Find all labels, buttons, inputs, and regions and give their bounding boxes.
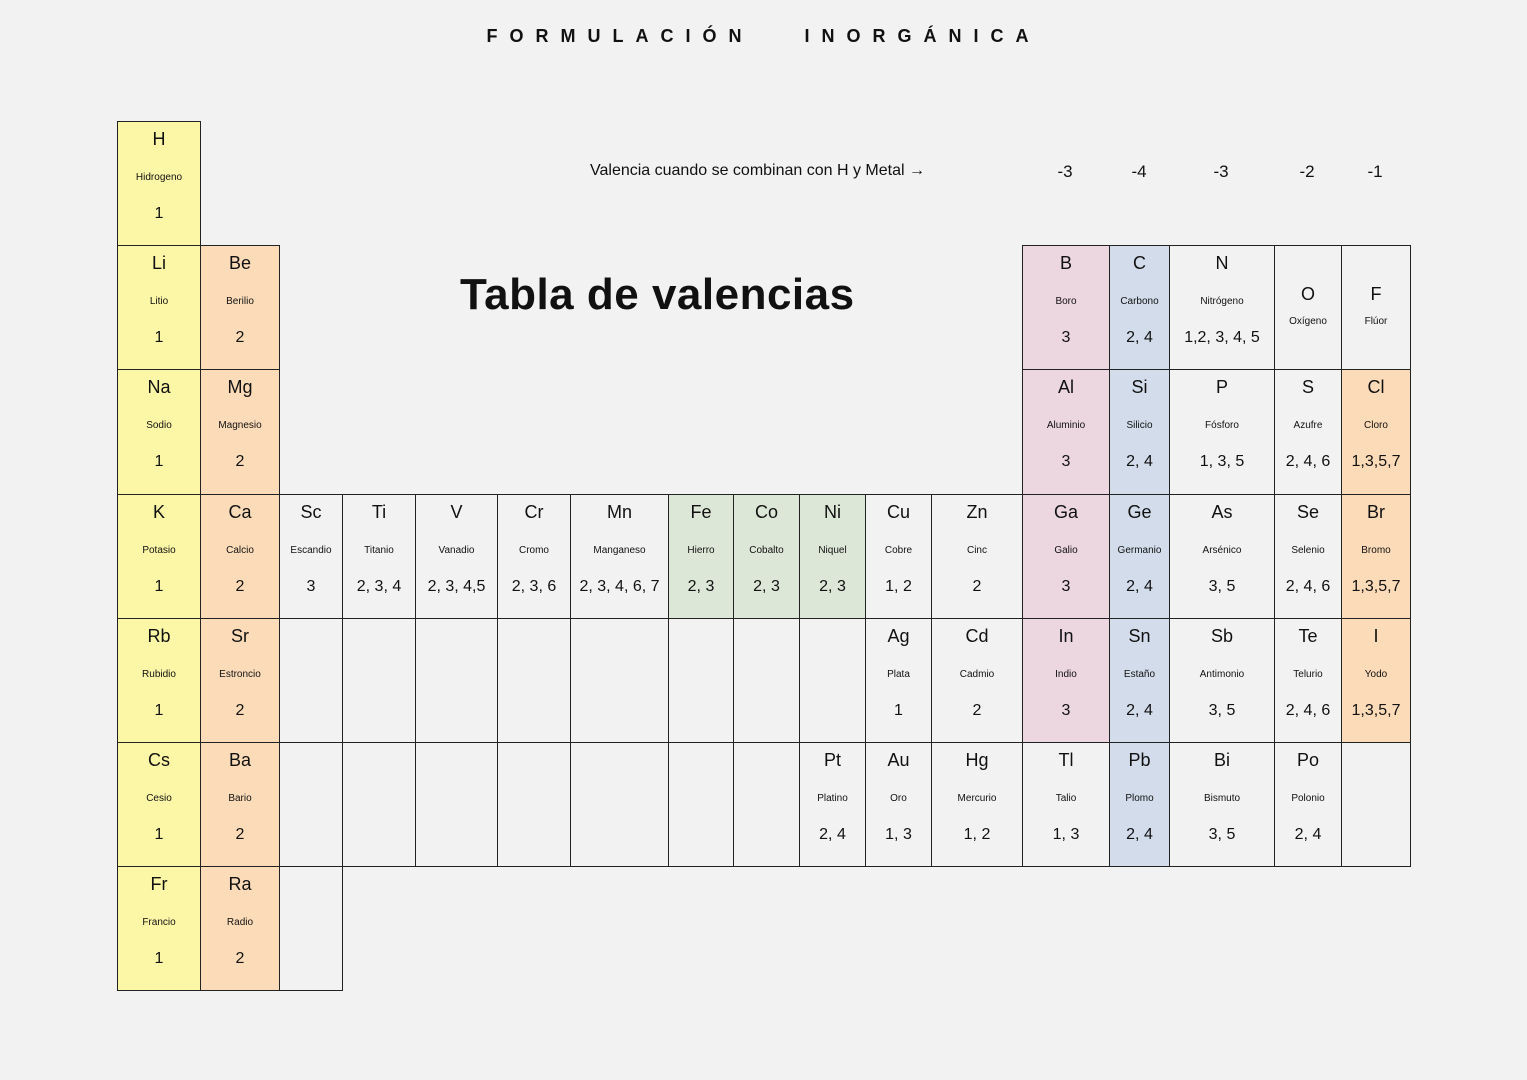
element-cell-empty-6-8 [668, 742, 734, 867]
element-symbol: B [1059, 253, 1072, 273]
element-cell-zn [931, 494, 1023, 619]
element-cell-pt [799, 742, 866, 867]
element-valence: 1 [154, 205, 164, 222]
element-symbol: Sn [1128, 626, 1151, 646]
element-valence: 2 [235, 826, 245, 843]
element-cell-al [1022, 369, 1110, 495]
element-name: Calcio [226, 545, 254, 556]
element-cell-hg [931, 742, 1023, 867]
element-valence: 1, 3 [1052, 826, 1080, 843]
element-name: Bromo [1361, 545, 1391, 556]
element-name: Flúor [1364, 315, 1388, 327]
element-cell-sb [1169, 618, 1275, 743]
element-name: Antimonio [1199, 669, 1245, 680]
element-name: Plomo [1125, 793, 1154, 804]
element-cell-empty-5-9 [733, 618, 800, 743]
element-cell-te [1274, 618, 1342, 743]
hydride-valence-b: -3 [1057, 162, 1073, 181]
element-name: Cinc [966, 545, 987, 556]
element-name: Hidrogeno [135, 172, 183, 183]
element-name: Rubidio [142, 669, 176, 680]
element-name: Mercurio [957, 793, 997, 804]
element-valence: 1 [154, 329, 164, 346]
element-cell-mn [570, 494, 669, 619]
element-cell-bi [1169, 742, 1275, 867]
element-name: Azufre [1293, 420, 1323, 431]
element-valence: 2, 4 [1126, 578, 1153, 595]
element-valence: 2 [235, 453, 245, 470]
element-cell-cr [497, 494, 571, 619]
element-name: Yodo [1364, 669, 1388, 680]
element-cell-f [1341, 245, 1411, 370]
element-symbol: H [152, 129, 166, 149]
element-name: Oro [890, 793, 907, 804]
element-name: Platino [817, 793, 848, 804]
element-cell-v [415, 494, 498, 619]
element-cell-o [1274, 245, 1342, 370]
element-cell-ra [200, 866, 280, 991]
element-cell-in [1022, 618, 1110, 743]
element-cell-pb [1109, 742, 1170, 867]
element-valence: 1,3,5,7 [1351, 453, 1401, 470]
element-cell-empty-5-10 [799, 618, 866, 743]
element-cell-empty-6-9 [733, 742, 800, 867]
element-name: Bismuto [1203, 793, 1241, 804]
element-name: Estroncio [219, 669, 261, 680]
element-cell-empty-5-7 [570, 618, 669, 743]
element-cell-ti [342, 494, 416, 619]
element-symbol: Po [1296, 750, 1320, 770]
element-name: Sodio [146, 420, 172, 431]
element-symbol: Rb [147, 626, 171, 646]
element-symbol: Cr [524, 502, 544, 522]
element-symbol: Pt [823, 750, 841, 770]
element-symbol: Mg [227, 377, 253, 397]
element-valence: 2, 3, 6 [511, 578, 557, 595]
element-valence: 1 [154, 950, 164, 967]
element-name: Estaño [1123, 669, 1156, 680]
element-cell-ga [1022, 494, 1110, 619]
element-cell-cu [865, 494, 932, 619]
element-symbol: Ti [371, 502, 387, 522]
element-valence: 2 [972, 702, 982, 719]
element-symbol: Se [1296, 502, 1320, 522]
element-symbol: P [1215, 377, 1228, 397]
element-valence: 1 [154, 826, 164, 843]
element-name: Selenio [1291, 545, 1325, 556]
element-cell-p [1169, 369, 1275, 495]
valence-note: Valencia cuando se combinan con H y Metal → [590, 162, 925, 179]
hydride-valence-c: -4 [1131, 162, 1147, 181]
element-cell-au [865, 742, 932, 867]
element-valence: 2, 4 [1126, 329, 1153, 346]
element-name: Berilio [226, 296, 254, 307]
element-cell-sc [279, 494, 343, 619]
element-cell-mg [200, 369, 280, 495]
element-symbol: S [1301, 377, 1314, 397]
element-symbol: Al [1057, 377, 1074, 397]
element-valence: 1 [894, 702, 903, 719]
element-symbol: Si [1131, 377, 1148, 397]
element-valence: 1 [154, 578, 164, 595]
element-cell-n [1169, 245, 1275, 370]
element-name: Aluminio [1046, 420, 1086, 431]
element-cell-cl [1341, 369, 1411, 495]
element-name: Plata [887, 669, 910, 680]
element-valence: 2 [972, 578, 982, 595]
element-valence: 1,2, 3, 4, 5 [1184, 329, 1260, 346]
element-valence: 3 [306, 578, 316, 595]
element-valence: 1,3,5,7 [1351, 578, 1401, 595]
element-name: Cloro [1364, 420, 1388, 431]
element-cell-se [1274, 494, 1342, 619]
element-valence: 2, 3, 4 [356, 578, 402, 595]
element-symbol: Ni [824, 502, 841, 522]
element-name: Magnesio [218, 420, 262, 431]
element-cell-sn [1109, 618, 1170, 743]
element-valence: 3 [1061, 329, 1071, 346]
element-valence: 2, 4 [1294, 826, 1322, 843]
element-name: Indio [1055, 669, 1077, 680]
element-symbol: Ag [887, 626, 910, 646]
element-symbol: C [1133, 253, 1146, 273]
element-name: Silicio [1126, 420, 1153, 431]
element-valence: 3, 5 [1208, 702, 1236, 719]
element-valence: 3, 5 [1208, 826, 1236, 843]
element-cell-empty-6-5 [415, 742, 498, 867]
element-name: Boro [1055, 296, 1077, 307]
element-name: Francio [142, 917, 176, 928]
element-name: Nitrógeno [1200, 296, 1244, 307]
element-cell-tl [1022, 742, 1110, 867]
element-symbol: In [1058, 626, 1074, 646]
element-symbol: Fe [690, 502, 712, 522]
hydride-valence-f: -1 [1367, 162, 1383, 181]
element-name: Telurio [1293, 669, 1323, 680]
element-cell-ge [1109, 494, 1170, 619]
element-name: Potasio [142, 545, 176, 556]
element-symbol: F [1370, 283, 1382, 304]
element-valence: 1, 2 [963, 826, 991, 843]
element-name: Talio [1055, 793, 1077, 804]
hydride-valence-o: -2 [1299, 162, 1315, 181]
element-symbol: Sc [300, 502, 322, 522]
element-cell-empty-6-3 [279, 742, 343, 867]
element-cell-li [117, 245, 201, 370]
element-name: Hierro [687, 545, 715, 556]
element-symbol: N [1215, 253, 1229, 273]
element-name: Cobalto [749, 545, 784, 556]
element-symbol: Cs [148, 750, 170, 770]
element-valence: 2 [235, 329, 245, 346]
page-title: Tabla de valencias [460, 270, 855, 319]
element-valence: 1 [154, 702, 164, 719]
element-symbol: Be [228, 253, 252, 273]
element-name: Radio [226, 917, 254, 928]
element-cell-s [1274, 369, 1342, 495]
element-symbol: Cl [1367, 377, 1385, 397]
element-cell-empty-5-3 [279, 618, 343, 743]
element-symbol: Cd [965, 626, 989, 646]
element-symbol: Ge [1127, 502, 1152, 522]
element-cell-cd [931, 618, 1023, 743]
element-symbol: Li [151, 253, 166, 273]
element-valence: 2, 3 [753, 578, 780, 595]
hydride-valence-n: -3 [1213, 162, 1229, 181]
element-valence: 3, 5 [1208, 578, 1236, 595]
element-name: Escandio [290, 545, 332, 556]
element-symbol: I [1373, 626, 1379, 646]
element-name: Galio [1054, 545, 1078, 556]
element-cell-be [200, 245, 280, 370]
element-cell-k [117, 494, 201, 619]
element-symbol: Zn [966, 502, 988, 522]
element-cell-empty-6-17 [1341, 742, 1411, 867]
element-cell-empty-6-4 [342, 742, 416, 867]
element-name: Bario [228, 793, 252, 804]
element-symbol: K [152, 502, 165, 522]
element-cell-c [1109, 245, 1170, 370]
element-valence: 1,3,5,7 [1351, 702, 1401, 719]
element-symbol: As [1211, 502, 1233, 522]
element-name: Cadmio [959, 669, 995, 680]
element-cell-empty-5-5 [415, 618, 498, 743]
element-cell-fr [117, 866, 201, 991]
element-cell-rb [117, 618, 201, 743]
element-valence: 2, 4, 6 [1285, 578, 1331, 595]
element-cell-na [117, 369, 201, 495]
element-symbol: O [1300, 283, 1315, 304]
element-symbol: Tl [1058, 750, 1074, 770]
element-valence: 1, 3 [885, 826, 912, 843]
element-cell-ba [200, 742, 280, 867]
element-cell-fe [668, 494, 734, 619]
element-valence: 3 [1061, 453, 1071, 470]
element-symbol: Ra [228, 874, 252, 894]
element-cell-cs [117, 742, 201, 867]
element-symbol: Br [1367, 502, 1385, 522]
element-name: Arsénico [1202, 545, 1242, 556]
element-symbol: Pb [1128, 750, 1151, 770]
element-symbol: Au [887, 750, 910, 770]
element-valence: 2, 4 [819, 826, 846, 843]
element-valence: 2 [235, 578, 245, 595]
element-valence: 2, 3 [687, 578, 715, 595]
element-name: Oxígeno [1289, 315, 1327, 327]
element-name: Litio [149, 296, 169, 307]
element-cell-si [1109, 369, 1170, 495]
element-cell-sr [200, 618, 280, 743]
element-symbol: Te [1298, 626, 1318, 646]
element-symbol: Sr [231, 626, 249, 646]
element-cell-b [1022, 245, 1110, 370]
element-symbol: Ca [228, 502, 252, 522]
element-symbol: Na [147, 377, 171, 397]
element-name: Cobre [884, 545, 913, 556]
element-symbol: Fr [150, 874, 168, 894]
element-valence: 2, 4 [1126, 453, 1153, 470]
element-symbol: Sb [1210, 626, 1234, 646]
element-symbol: Cu [886, 502, 910, 522]
element-valence: 3 [1061, 702, 1071, 719]
element-cell-empty-5-6 [497, 618, 571, 743]
element-name: Niquel [818, 545, 847, 556]
element-cell-ag [865, 618, 932, 743]
element-cell-i [1341, 618, 1411, 743]
element-cell-empty-5-8 [668, 618, 734, 743]
element-cell-br [1341, 494, 1411, 619]
element-cell-ni [799, 494, 866, 619]
element-name: Carbono [1120, 296, 1159, 307]
element-cell-ca [200, 494, 280, 619]
element-valence: 2, 4 [1126, 702, 1153, 719]
element-cell-empty-5-4 [342, 618, 416, 743]
element-valence: 3 [1061, 578, 1071, 595]
element-symbol: Co [754, 502, 778, 522]
element-cell-as [1169, 494, 1275, 619]
element-valence: 2 [235, 950, 245, 967]
element-symbol: Hg [965, 750, 989, 770]
element-symbol: Ga [1053, 502, 1078, 522]
element-cell-empty-6-7 [570, 742, 669, 867]
element-name: Polonio [1291, 793, 1325, 804]
element-cell-po [1274, 742, 1342, 867]
element-symbol: V [450, 502, 463, 522]
element-valence: 1, 3, 5 [1199, 453, 1245, 470]
element-name: Cromo [518, 545, 549, 556]
document-header: FORMULACIÓN INORGÁNICA [486, 26, 1041, 46]
element-name: Cesio [146, 793, 172, 804]
element-cell-co [733, 494, 800, 619]
element-name: Manganeso [593, 545, 646, 556]
element-valence: 2 [235, 702, 245, 719]
element-valence: 2, 3, 4,5 [427, 578, 486, 595]
element-name: Fósforo [1205, 420, 1239, 431]
element-symbol: Ba [228, 750, 252, 770]
element-symbol: Mn [606, 502, 632, 522]
element-valence: 2, 3 [819, 578, 846, 595]
element-valence: 2, 4, 6 [1285, 702, 1331, 719]
element-name: Vanadio [438, 545, 475, 556]
element-valence: 2, 4, 6 [1285, 453, 1331, 470]
element-name: Titanio [364, 545, 394, 556]
element-cell-empty-6-6 [497, 742, 571, 867]
element-valence: 1, 2 [885, 578, 912, 595]
element-symbol: Bi [1213, 750, 1230, 770]
element-cell-empty-7-3 [279, 866, 343, 991]
element-name: Germanio [1117, 545, 1162, 556]
element-valence: 2, 4 [1126, 826, 1153, 843]
element-valence: 2, 3, 4, 6, 7 [579, 578, 660, 595]
element-valence: 1 [154, 453, 164, 470]
element-cell-h [117, 121, 201, 246]
